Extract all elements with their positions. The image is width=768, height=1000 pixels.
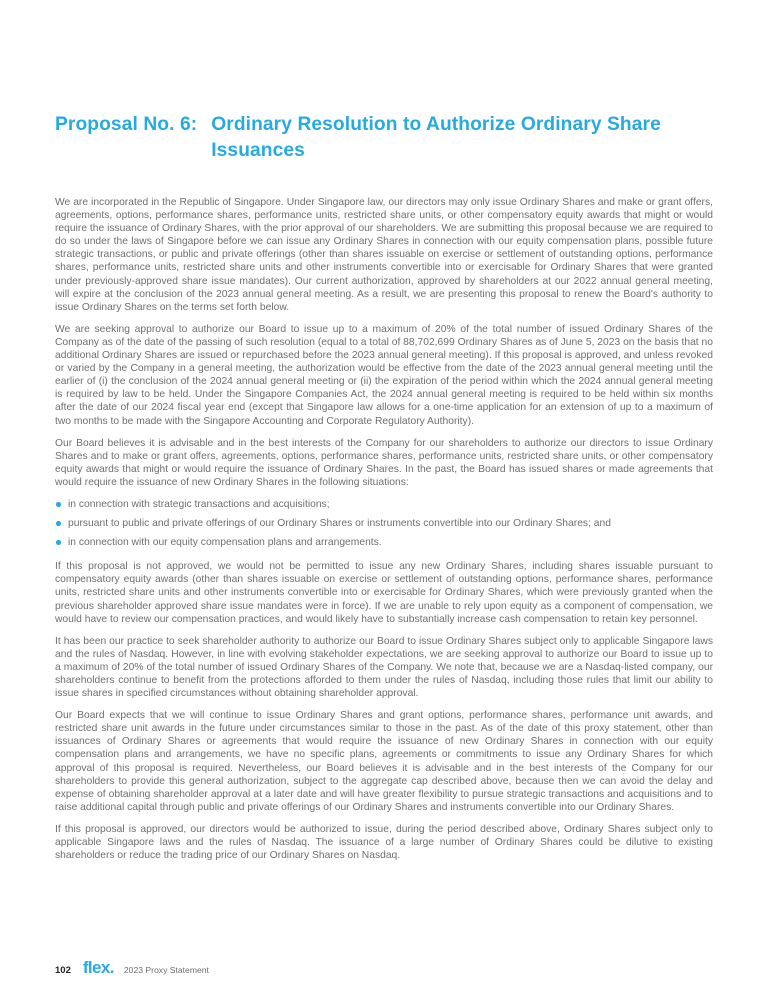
proposal-title (55, 112, 713, 164)
bullet-dot-icon (56, 540, 61, 545)
bullet-text: in connection with strategic transactions and acquisitions; (68, 498, 330, 510)
document-body (55, 196, 713, 862)
page-number: 102 (55, 965, 71, 976)
bullet-list (55, 498, 713, 549)
paragraph-intro-singapore-law: We are incorporated in the Republic of Singapore. Under Singapore law, our directors may only issue Ordinary Shares and make or grant offers, agreements, options, performance shares, performance units, restricted share units, or other compensatory equity awards that might or would require the issuance of Ordinary Shares, with the prior approval of our shareholders. We are submitting this proposal because we are required to do so under the laws of Singapore before we can issue any Ordinary Shares in connection with our equity compensation plans, possible future strategic transactions, or public and private offerings (other than shares issuable on exercise or settlement of outstanding options, performance shares, performance units, restricted share units and other instruments convertible into or exercisable for Ordinary Shares that were granted under previously-approved share issue mandates). Our current authorization, approved by shareholders at our 2022 annual general meeting, will expire at the conclusion of the 2023 annual general meeting. As a result, we are presenting this proposal to renew the Board's authority to issue Ordinary Shares on the terms set forth below. (55, 197, 714, 313)
bullet-item-public-private-offerings (55, 517, 713, 530)
proposal-title-text: Ordinary Resolution to Authorize Ordinary Share Issuances (211, 114, 661, 161)
bullet-text: pursuant to public and private offerings of our Ordinary Shares or instruments convertible into our Ordinary Shares; and (68, 518, 611, 530)
bullet-dot-icon (56, 521, 61, 526)
bullet-dot-icon (56, 502, 61, 507)
proxy-statement-label: 2023 Proxy Statement (123, 965, 209, 975)
paragraph-approval-maximum: We are seeking approval to authorize our Board to issue up to a maximum of 20% of the total number of issued Ordinary Shares of the Company as of the date of the passing of such resolution (equal to a total of 88,702,699 Ordinary Shares as of June 5, 2023 on the basis that no additional Ordinary Shares are issued or repurchased before the 2023 annual general meeting). If this proposal is approved, and unless revoked or varied by the Company in a general meeting, the authorization would be effective from the date of the 2023 annual general meeting until the earlier of (i) the conclusion of the 2024 annual general meeting or (ii) the expiration of the period within which the 2024 annual general meeting is required by law to be held. Under the Singapore Companies Act, the 2024 annual general meeting is required to be held within six months after the date of our 2024 fiscal year end (except that Singapore law allows for a one-time application for an extension of up to a maximum of two months to be made with the Singapore Accounting and Corporate Regulatory Authority). (55, 323, 713, 427)
bullet-item-equity-compensation (55, 536, 713, 549)
proposal-number: Proposal No. 6: (55, 114, 198, 135)
paragraph-board-expects: Our Board expects that we will continue to issue Ordinary Shares and grant options, performance shares, performance unit awards, and restricted share unit awards in the future under circumstances similar to those in the past. As of the date of this proxy statement, other than issuances of Ordinary Shares or agreements that would require the issuance of new Ordinary Shares in connection with our equity compensation plans and arrangements, we have no specific plans, agreements or commitments to issue any Ordinary Shares for which approval of this proposal is required. Nevertheless, our Board believes it is advisable and in the best interests of the Company for our shareholders to provide this general authorization, subject to the aggregate cap described above, because then we can avoid the delay and expense of obtaining shareholder approval at a later date and will have greater flexibility to pursue strategic transactions and acquisitions and to raise additional capital through public and private offerings of our Ordinary Shares and instruments convertible into our Ordinary Shares. (55, 710, 713, 813)
paragraph-if-not-approved: If this proposal is not approved, we would not be permitted to issue any new Ordinary Shares, including shares issuable pursuant to compensatory equity awards (other than shares issuable on exercise or settlement of outstanding options, performance shares, performance units, restricted share units and other instruments convertible into or exercisable for Ordinary Shares, which were previously granted when the previous shareholder approved share issue mandates were in force). If we are unable to rely upon equity as a component of compensation, we would have to review our compensation practices, and would likely have to substantially increase cash compensation to retain key personnel. (55, 561, 713, 625)
flex-logo: flex. (82, 958, 114, 977)
paragraph-practice-shareholder-authority: It has been our practice to seek shareholder authority to authorize our Board to issue Ordinary Shares subject only to applicable Singapore laws and the rules of Nasdaq. However, in line with evolving stakeholder expectations, we are seeking approval to authorize our Board to issue up to a maximum of 20% of the total number of issued Ordinary Shares of the Company. We note that, because we are a Nasdaq-listed company, our shareholders continue to benefit from the protections afforded to them under the rules of Nasdaq, including those rules that limit our ability to issue shares in specified circumstances without obtaining shareholder approval. (55, 635, 713, 700)
bullet-item-strategic-transactions (55, 498, 713, 511)
bullet-text: in connection with our equity compensation plans and arrangements. (68, 537, 382, 549)
paragraph-if-approved: If this proposal is approved, our directors would be authorized to issue, during the period described above, Ordinary Shares subject only to applicable Singapore laws and the rules of Nasdaq. The issuance of a large number of Ordinary Shares could be dilutive to existing shareholders or reduce the trading price of our Ordinary Shares on Nasdaq. (55, 823, 713, 862)
page-footer (55, 958, 209, 978)
paragraph-board-believes: Our Board believes it is advisable and in the best interests of the Company for our shareholders to authorize our directors to issue Ordinary Shares and to make or grant offers, agreements, options, performance shares, performance units, restricted share units, or other compensatory equity awards that might or would require the issuance of Ordinary Shares. In the past, the Board has issued shares or made agreements that would require the issuance of new Ordinary Shares in the following situations: (55, 437, 713, 488)
